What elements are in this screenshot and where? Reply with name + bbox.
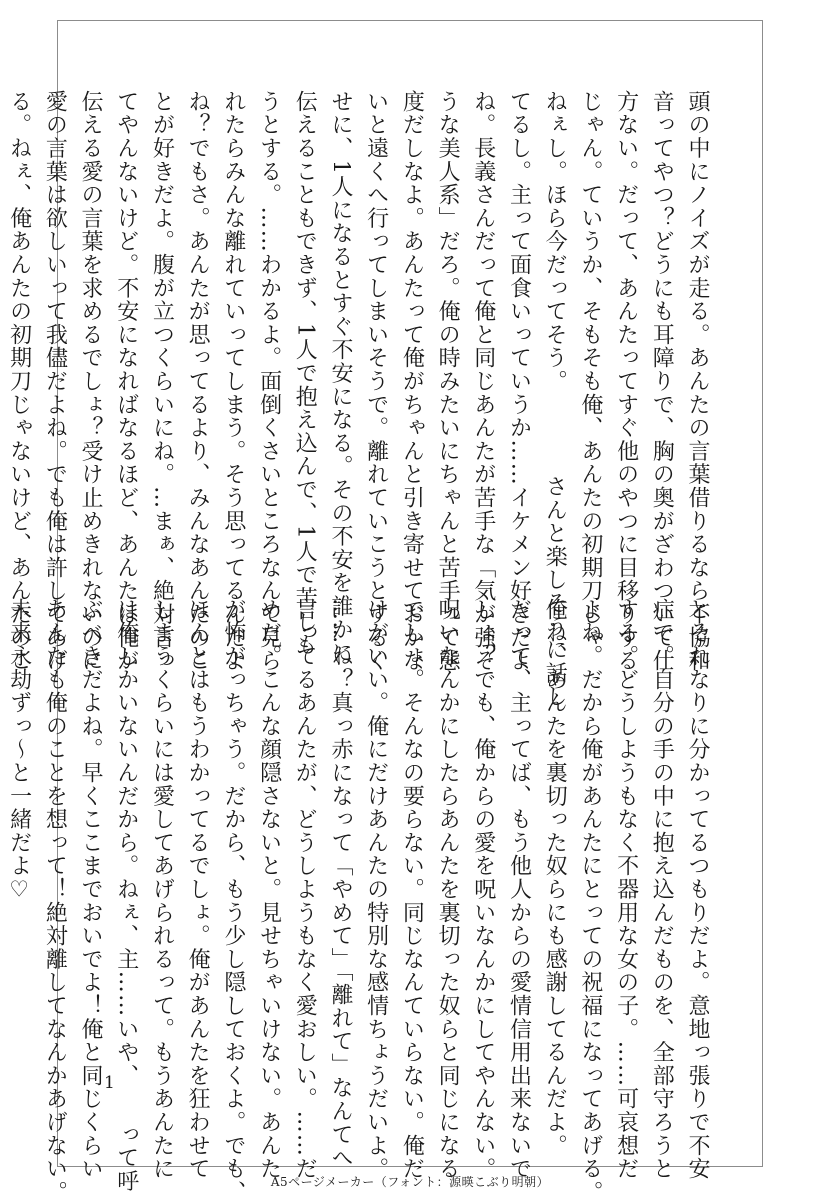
page-number: 1 <box>104 1073 115 1093</box>
text-column: ぶべきだよね。早くここまでおいでよ！俺と同じくらい <box>78 598 104 1181</box>
text-column: じゃん。ていうか、そもそも俺、あんたの初期刀じゃ <box>577 90 603 650</box>
text-column: 頭の中にノイズが走る。あんたの言葉借りるなら不協和 <box>685 90 710 673</box>
text-column: とそれなりに分かってるつもりだよ。意地っ張りで不安 <box>685 598 710 1181</box>
text-column: うな美人系」だろ。俺の時みたいにちゃんと苦手って態 <box>435 90 461 673</box>
text-column: いと遠くへ行ってしまいそうで。離れていこうとするく <box>363 90 389 673</box>
text-column: あんたも俺のことを想って！絶対離してなんかあげない。 <box>42 598 68 1204</box>
text-column: 伝えることもできず、1人で抱え込んで、1人で苦しも <box>292 90 318 657</box>
upper-text-block <box>6 90 715 709</box>
text-column: 愛の言葉は欲しいって我儘だよね。でも俺は許してあげ <box>42 90 68 673</box>
text-column: は俺しかいないんだから。ねぇ、主……いや、 って呼 <box>113 598 139 1193</box>
text-column: うとする。……わかるよ。面倒くさいところなんて見ら <box>256 90 282 673</box>
text-column: 未来永劫ずっ〜と一緒だよ♡ <box>6 598 32 904</box>
text-column: けがいい。俺にだけあんたの特別な感情ちょうだいよ。 <box>363 598 389 1181</box>
text-column: 方ない。だって、あんたってすぐ他のやつに目移りする <box>613 90 639 673</box>
text-column: 音ってやつ？どうにも耳障りで、胸の奥がざわついて仕 <box>649 90 675 673</box>
text-column: 呪いなんかにしたらあんたを裏切った奴らと同じになる <box>435 598 461 1181</box>
text-column: とが好きだよ。腹が立つくらいにね。…まぁ、絶対言っ <box>149 90 175 673</box>
text-column: する。どうしようもなく不器用な女の子。……可哀想だ <box>613 598 639 1181</box>
text-column: が怖がっちゃう。だから、もう少し隠しておくよ。でも、 <box>220 598 246 1204</box>
text-column: ……ね？真っ赤になって「やめて」「離れて」なんてへ <box>327 598 353 1170</box>
text-column: てるし。主って面食いっていうか……イケメン好きだよ <box>506 90 532 673</box>
text-column: れたらみんな離れていってしまう。そう思ってるんだよ <box>220 90 246 673</box>
text-column: だって、主ってば、もう他人からの愛情信用出来ないで <box>506 598 532 1181</box>
text-column: せに、1人になるとすぐ不安になる。その不安を誰かに <box>327 90 353 665</box>
text-column: る。ねぇ、俺あんたの初期刀じゃないけど、あんたのこ <box>6 90 32 673</box>
text-column: めだ。こんな顔隠さないと。見せちゃいけない。あんた <box>256 598 282 1181</box>
footer-credit: A5ページメーカー（フォント：源暎こぶり明朝） <box>270 1175 550 1189</box>
text-column: よね。だから俺があんたにとっての祝福になってあげる。 <box>577 598 603 1204</box>
text-column: でしょ。そんなの要らない。同じなんていらない。俺だ <box>399 598 425 1181</box>
text-column: ね？でもさ。あんたが思ってるより、みんなあんたのこ <box>185 90 211 673</box>
text-column: てやんないけど。不安になればなるほど、あんたは俺が <box>113 90 139 673</box>
text-column: 症で。自分の手の中に抱え込んだものを、全部守ろうと <box>649 598 675 1181</box>
text-column: 伝える愛の言葉を求めるでしょ？受け止めきれないのに <box>78 90 104 673</box>
text-column: 度だしなよ。あんたって俺がちゃんと引き寄せておかな <box>399 90 425 673</box>
text-column: しょ？でも、俺からの愛を呪いなんかにしてやんない。 <box>470 598 496 1181</box>
text-column: 言ってるあんたが、どうしようもなく愛おしい。……だ <box>292 598 318 1181</box>
text-column: 俺ね、あんたを裏切った奴らにも感謝してるんだよ。 <box>542 598 568 1158</box>
text-column: ね。長義さんだって俺と同じあんたが苦手な「気が強そ <box>470 90 496 673</box>
text-column: ほんとはもうわかってるでしょ。俺があんたを狂わせて <box>185 598 211 1181</box>
text-column: しまうくらいには愛してあげられるって。もうあんたに <box>149 598 175 1181</box>
text-column: ねぇし。ほら今だってそう。 さんと楽しそうに話し <box>542 90 568 709</box>
